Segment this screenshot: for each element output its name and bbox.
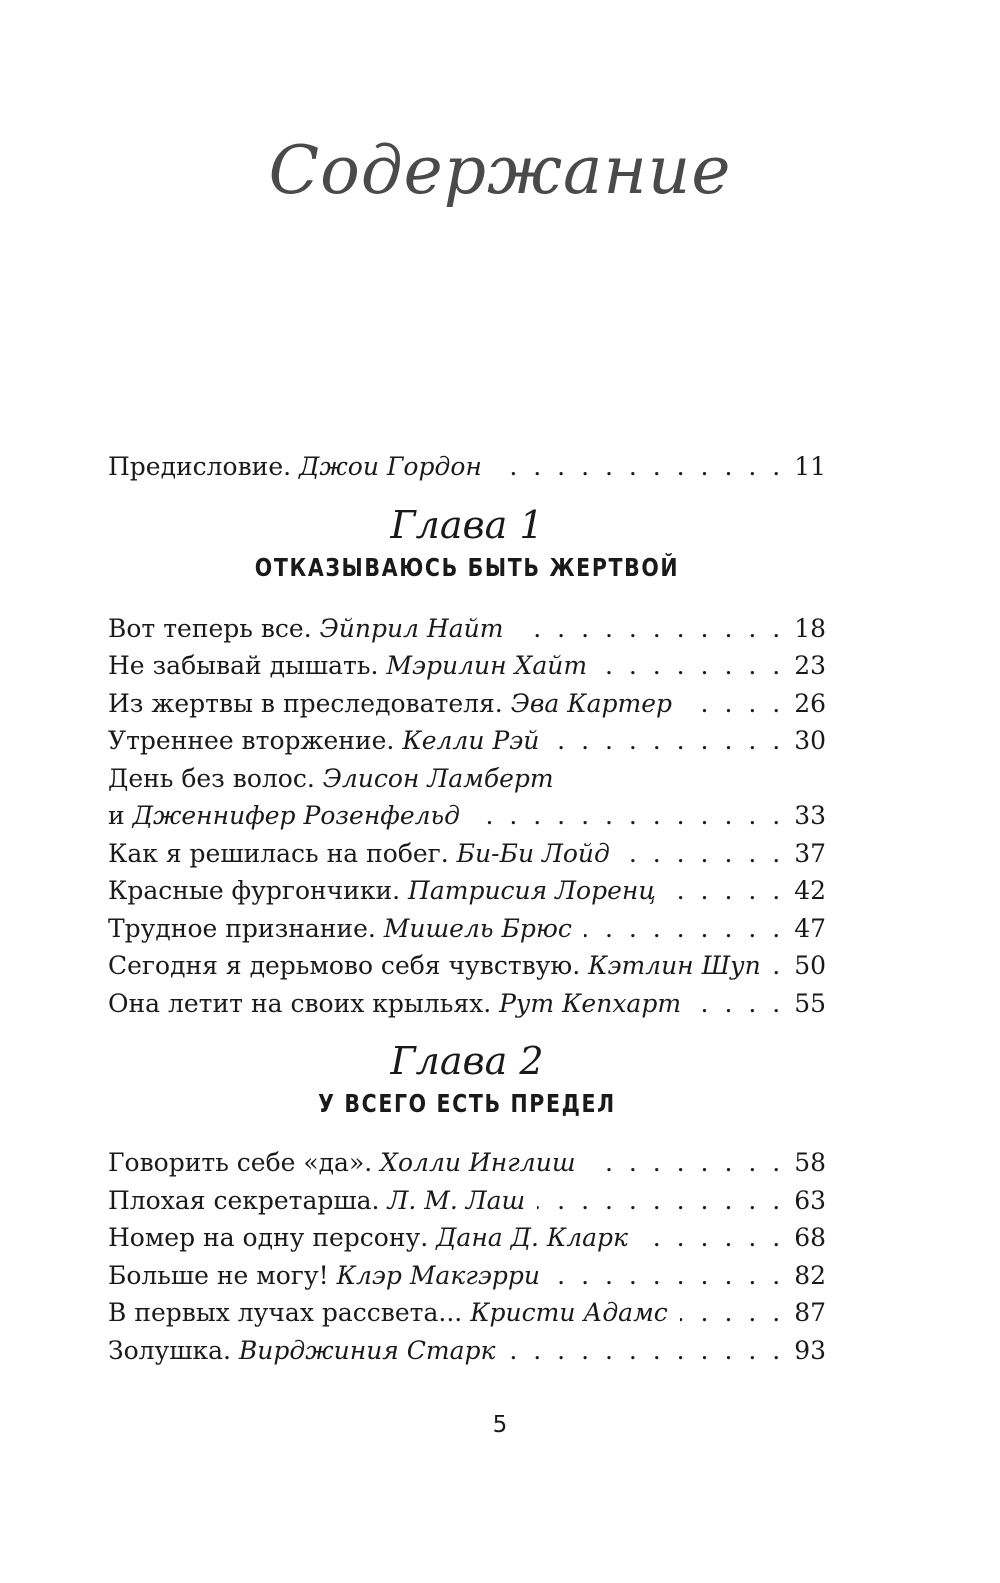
page-title: Содержание <box>268 132 732 209</box>
leader-dots <box>552 1257 784 1295</box>
table-of-contents <box>108 448 826 1369</box>
toc-entry: Она летит на своих крыльях. Рут Кепхарт . . . 55 <box>108 985 826 1023</box>
leader-dots <box>773 947 784 985</box>
toc-entry: Трудное признание. Мишель Брюс . . . 47 <box>108 910 826 948</box>
toc-entry: День без волос. Элисон Ламберт и Дженнифер Розенфельд . . . 33 <box>108 760 826 835</box>
toc-entry: Вот теперь все. Эйприл Найт . . . 18 <box>108 610 826 648</box>
chapter-title: У ВСЕГО ЕСТЬ ПРЕДЕЛ <box>318 1089 616 1118</box>
leader-dots <box>507 1332 784 1370</box>
chapter-heading-2 <box>108 1038 826 1124</box>
toc-entry: Номер на одну персону. Дана Д. Кларк . . . 68 <box>108 1219 826 1257</box>
leader-dots <box>599 647 784 685</box>
leader-dots <box>472 797 784 835</box>
chapter-label: Глава 1 <box>390 502 544 547</box>
toc-entry-preface <box>108 448 826 486</box>
toc-entry: В первых лучах рассвета... Кристи Адамс . . . 87 <box>108 1294 826 1332</box>
toc-entry: Плохая секретарша. Л. М. Лаш . . . 63 <box>108 1182 826 1220</box>
leader-dots <box>537 1182 784 1220</box>
leader-dots <box>668 872 784 910</box>
leader-dots <box>693 985 784 1023</box>
chapter-label: Глава 2 <box>390 1039 544 1083</box>
toc-entry: Говорить себе «да». Холли Инглиш . . . 58 <box>108 1144 826 1182</box>
toc-entry: Как я решилась на побег. Би-Би Лойд . . . 37 <box>108 835 826 873</box>
toc-entry: Из жертвы в преследователя. Эва Картер . . . 26 <box>108 685 826 723</box>
leader-dots <box>622 835 784 873</box>
leader-dots <box>515 610 784 648</box>
toc-entry: Больше не могу! Клэр Макгэрри . . . 82 <box>108 1257 826 1295</box>
leader-dots <box>640 1219 784 1257</box>
leader-dots <box>588 1144 785 1182</box>
chapter-heading-1 <box>108 502 826 588</box>
entry-page: 11 <box>794 452 826 481</box>
toc-entry: Сегодня я дерьмово себя чувствую. Кэтлин Шуп . . . 50 <box>108 947 826 985</box>
leader-dots <box>494 448 784 486</box>
toc-entry: Утреннее вторжение. Келли Рэй . . . 30 <box>108 722 826 760</box>
leader-dots <box>551 722 784 760</box>
leader-dots <box>680 1294 784 1332</box>
leader-dots <box>684 685 784 723</box>
leader-dots <box>584 910 784 948</box>
toc-entry: Красные фургончики. Патрисия Лоренц . . . 42 <box>108 872 826 910</box>
toc-entry: Золушка. Вирджиния Старк . . . 93 <box>108 1332 826 1370</box>
toc-entry: Не забывай дышать. Мэрилин Хайт . . . 23 <box>108 647 826 685</box>
entry-text: Предисловие. Джои Гордон <box>108 452 482 481</box>
page-number: 5 <box>492 1412 508 1438</box>
chapter-title: ОТКАЗЫВАЮСЬ БЫТЬ ЖЕРТВОЙ <box>254 552 680 582</box>
